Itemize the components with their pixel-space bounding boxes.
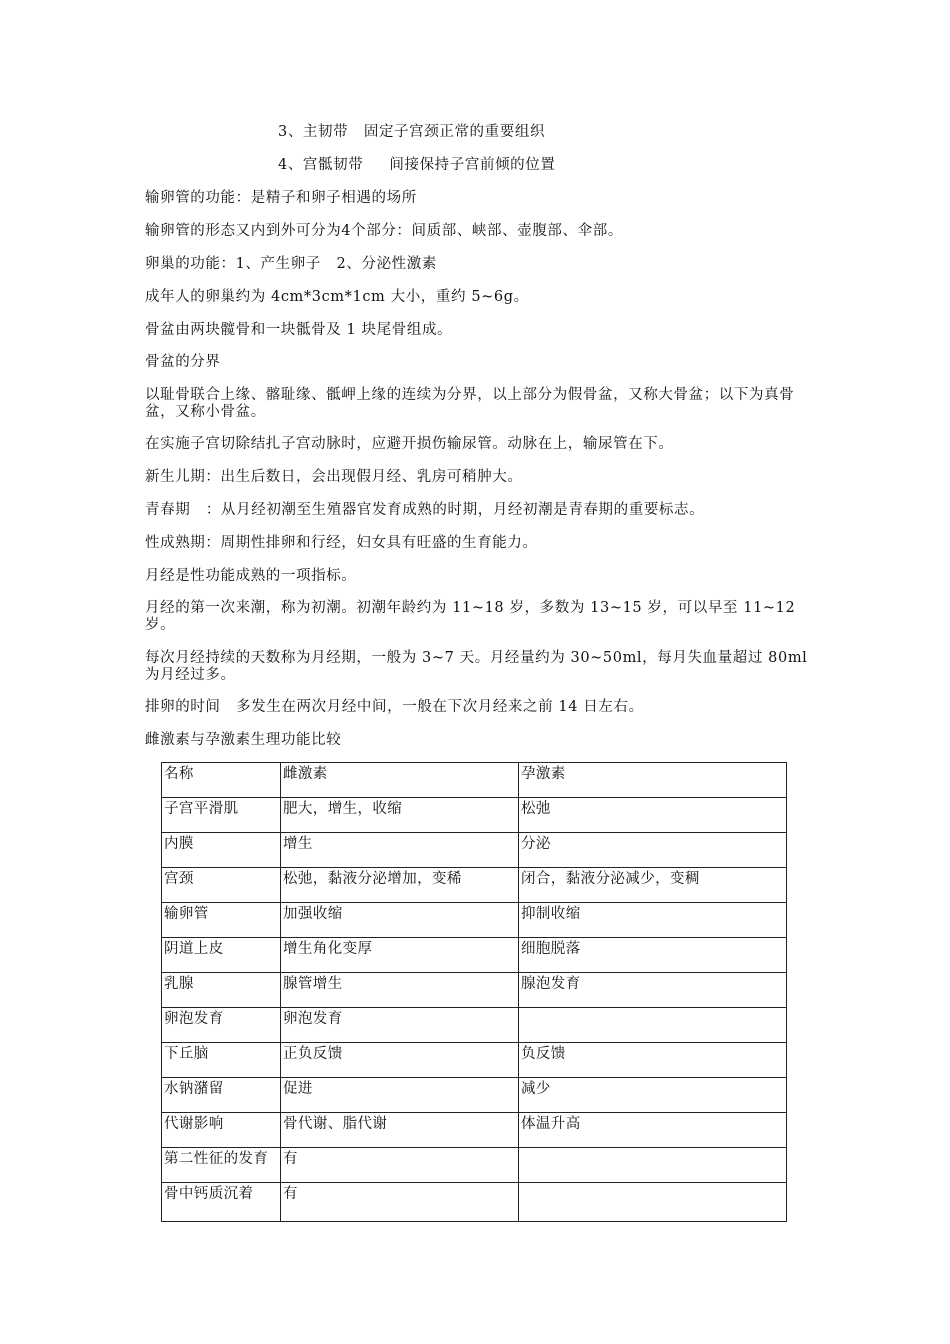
table-cell: 肥大，增生，收缩: [281, 798, 519, 833]
table-cell: 松弛: [519, 798, 787, 833]
table-cell: 代谢影响: [162, 1113, 281, 1148]
text-line: 青春期 ：从月经初潮至生殖器官发育成熟的时期，月经初潮是青春期的重要标志。: [145, 502, 705, 518]
table-cell: 卵泡发育: [162, 1008, 281, 1043]
text-paragraph: 以耻骨联合上缘、髂耻缘、骶岬上缘的连续为分界，以上部分为假骨盆，又称大骨盆；以下为真骨盆，又称小骨盆。: [145, 387, 795, 420]
table-cell: 减少: [519, 1078, 787, 1113]
table-cell: 下丘脑: [162, 1043, 281, 1078]
table-cell: 增生角化变厚: [281, 938, 519, 973]
table-cell: 卵泡发育: [281, 1008, 519, 1043]
table-cell: 促进: [281, 1078, 519, 1113]
table-cell: 阴道上皮: [162, 938, 281, 973]
table-cell: 骨中钙质沉着: [162, 1183, 281, 1222]
text-line: 输卵管的形态又内到外可分为4个部分：间质部、峡部、壶腹部、伞部。: [145, 223, 623, 239]
table-cell: [519, 1008, 787, 1043]
text-line: 排卵的时间 多发生在两次月经中间，一般在下次月经来之前 14 日左右。: [145, 699, 644, 715]
table-cell: 有: [281, 1148, 519, 1183]
text-line: 月经是性功能成熟的一项指标。: [145, 568, 357, 584]
table-cell: 名称: [162, 763, 281, 798]
table-row: [162, 833, 787, 868]
table-cell: [519, 1183, 787, 1222]
table-cell: 输卵管: [162, 903, 281, 938]
table-cell: 内膜: [162, 833, 281, 868]
table-cell: 第二性征的发育: [162, 1148, 281, 1183]
text-line: 输卵管的功能：是精子和卵子相遇的场所: [145, 190, 417, 206]
table-caption: 雌激素与孕激素生理功能比较: [145, 732, 342, 748]
table-cell: 雌激素: [281, 763, 519, 798]
text-line: 骨盆由两块髋骨和一块骶骨及 1 块尾骨组成。: [145, 322, 453, 338]
table-cell: 负反馈: [519, 1043, 787, 1078]
section-heading: 骨盆的分界: [145, 354, 221, 370]
table-header-row: [162, 763, 787, 798]
text-line: 在实施子宫切除结扎子宫动脉时，应避开损伤输尿管。动脉在上，输尿管在下。: [145, 436, 674, 452]
table-row: [162, 1183, 787, 1222]
table-row: [162, 938, 787, 973]
table-cell: 腺管增生: [281, 973, 519, 1008]
table-cell: 抑制收缩: [519, 903, 787, 938]
table-cell: 松弛，黏液分泌增加，变稀: [281, 868, 519, 903]
table-row: [162, 1078, 787, 1113]
text-line: 性成熟期：周期性排卵和行经，妇女具有旺盛的生育能力。: [145, 535, 538, 551]
text-paragraph: 每次月经持续的天数称为月经期，一般为 3~7 天。月经量约为 30~50ml，每月失血量超过 80ml 为月经过多。: [145, 650, 813, 683]
table-cell: 正负反馈: [281, 1043, 519, 1078]
table-cell: 闭合，黏液分泌减少，变稠: [519, 868, 787, 903]
table-cell: 腺泡发育: [519, 973, 787, 1008]
text-line: 卵巢的功能：1、产生卵子 2、分泌性激素: [145, 256, 437, 272]
table-cell: [519, 1148, 787, 1183]
table-row: [162, 1113, 787, 1148]
text-paragraph: 月经的第一次来潮，称为初潮。初潮年龄约为 11~18 岁，多数为 13~15 岁，可以早至 11~12岁。: [145, 600, 796, 633]
table-row: [162, 973, 787, 1008]
table-cell: 水钠潴留: [162, 1078, 281, 1113]
table-cell: 孕激素: [519, 763, 787, 798]
table-row: [162, 1148, 787, 1183]
table-cell: 分泌: [519, 833, 787, 868]
table-row: [162, 868, 787, 903]
table-cell: 骨代谢、脂代谢: [281, 1113, 519, 1148]
table-row: [162, 903, 787, 938]
table-row: [162, 798, 787, 833]
table-row: [162, 1043, 787, 1078]
hormone-comparison-table: [161, 762, 787, 1222]
text-line: 4、宫骶韧带 间接保持子宫前倾的位置: [278, 157, 556, 173]
table-cell: 乳腺: [162, 973, 281, 1008]
table-cell: 加强收缩: [281, 903, 519, 938]
table-cell: 体温升高: [519, 1113, 787, 1148]
text-line: 成年人的卵巢约为 4cm*3cm*1cm 大小，重约 5~6g。: [145, 289, 529, 305]
table-cell: 细胞脱落: [519, 938, 787, 973]
text-line: 3、主韧带 固定子宫颈正常的重要组织: [278, 124, 546, 140]
table-cell: 增生: [281, 833, 519, 868]
table-cell: 宫颈: [162, 868, 281, 903]
table-row: [162, 1008, 787, 1043]
table-cell: 子宫平滑肌: [162, 798, 281, 833]
table-cell: 有: [281, 1183, 519, 1222]
text-line: 新生儿期：出生后数日，会出现假月经、乳房可稍肿大。: [145, 469, 523, 485]
